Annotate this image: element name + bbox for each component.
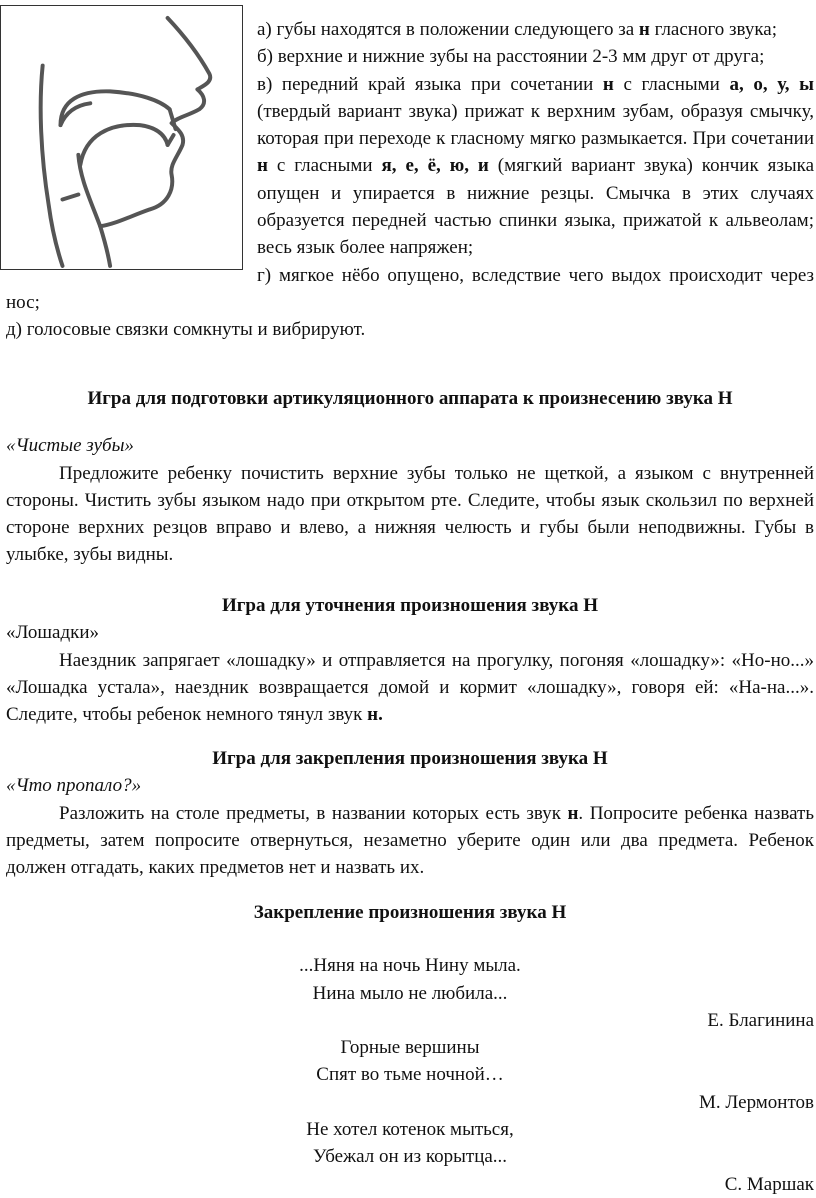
poem3-author: С. Маршак xyxy=(724,1173,814,1195)
poem1-line: Нина мыло не любила... xyxy=(312,982,508,1004)
fixation-heading: Закрепление произношения звука Н xyxy=(253,902,567,923)
articulation-item-v: в) передний край языка при сочетании н с гласными а, о, у, ы (твердый вариант звука) прижат к верхним зубам, образуя смычку, которая при переходе к гласному мягко размыкается. При сочетании н с гласными я, е, ё, ю, и (мягкий вариант звука) кончик языка опущен и упирается в нижние резцы. Смычка в этих случаях образуется передней частью спинки языка, прижатой к альвеолам; весь язык более напряжен; xyxy=(257,73,815,259)
game1-name: «Чистые зубы» xyxy=(6,435,134,457)
game3-text: Разложить на столе предметы, в названии которых есть звук н. Попросите ребенка назвать предметы, затем попросите отвернуться, незаметно уберите один или два предмета. Ребенок должен отгадать, каких предметов нет и назвать их. xyxy=(6,802,815,879)
articulation-description xyxy=(6,16,814,344)
articulation-item-b: б) верхние и нижние зубы на расстоянии 2-3 мм друг от друга; xyxy=(257,46,765,68)
game2-name: «Лошадки» xyxy=(6,622,100,644)
poem2-author: М. Лермонтов xyxy=(698,1091,814,1113)
game1-section xyxy=(6,385,814,569)
fixation-section xyxy=(6,899,814,1198)
articulation-item-d: д) голосовые связки сомкнуты и вибрируют. xyxy=(6,319,366,341)
poem3-line: Не хотел котенок мыться, xyxy=(306,1119,514,1141)
poem1-author: Е. Благинина xyxy=(707,1009,814,1031)
poem2-line: Горные вершины xyxy=(340,1037,480,1059)
game1-heading: Игра для подготовки артикуляционного аппарата к произнесению звука Н xyxy=(87,388,733,409)
game1-text: Предложите ребенку почистить верхние зубы только не щеткой, а языком с внутренней стороны. Чистить зубы языком надо при открытом рте. Следите, чтобы язык скользил по верхней стороне верхних резцов вправо и влево, а нижняя челюсть и губы были неподвижны. Губы в улыбке, зубы видны. xyxy=(6,462,814,566)
game3-name: «Что пропало?» xyxy=(6,775,142,797)
poem2-line: Спят во тьме ночной… xyxy=(316,1064,504,1086)
poem3-line: Убежал он из корытца... xyxy=(312,1146,508,1168)
game3-section xyxy=(6,745,814,881)
articulation-item-a: а) губы находятся в положении следующего за н гласного звука; xyxy=(257,19,778,40)
game2-text: Наездник запрягает «лошадку» и отправляется на прогулку, погоняя «лошадку»: «Но-но...» «Лошадка устала», наездник возвращается домой и кормит «лошадку», говоря ей: «На-на...». Следите, чтобы ребенок немного тянул звук н. xyxy=(6,649,814,726)
articulation-item-g: г) мягкое нёбо опущено, вследствие чего выдох происходит через нос; xyxy=(6,264,814,313)
game2-section xyxy=(6,592,814,728)
game3-heading: Игра для закрепления произношения звука Н xyxy=(212,748,608,769)
poem1-line: ...Няня на ночь Нину мыла. xyxy=(299,955,521,977)
game2-heading: Игра для уточнения произношения звука Н xyxy=(221,595,598,616)
